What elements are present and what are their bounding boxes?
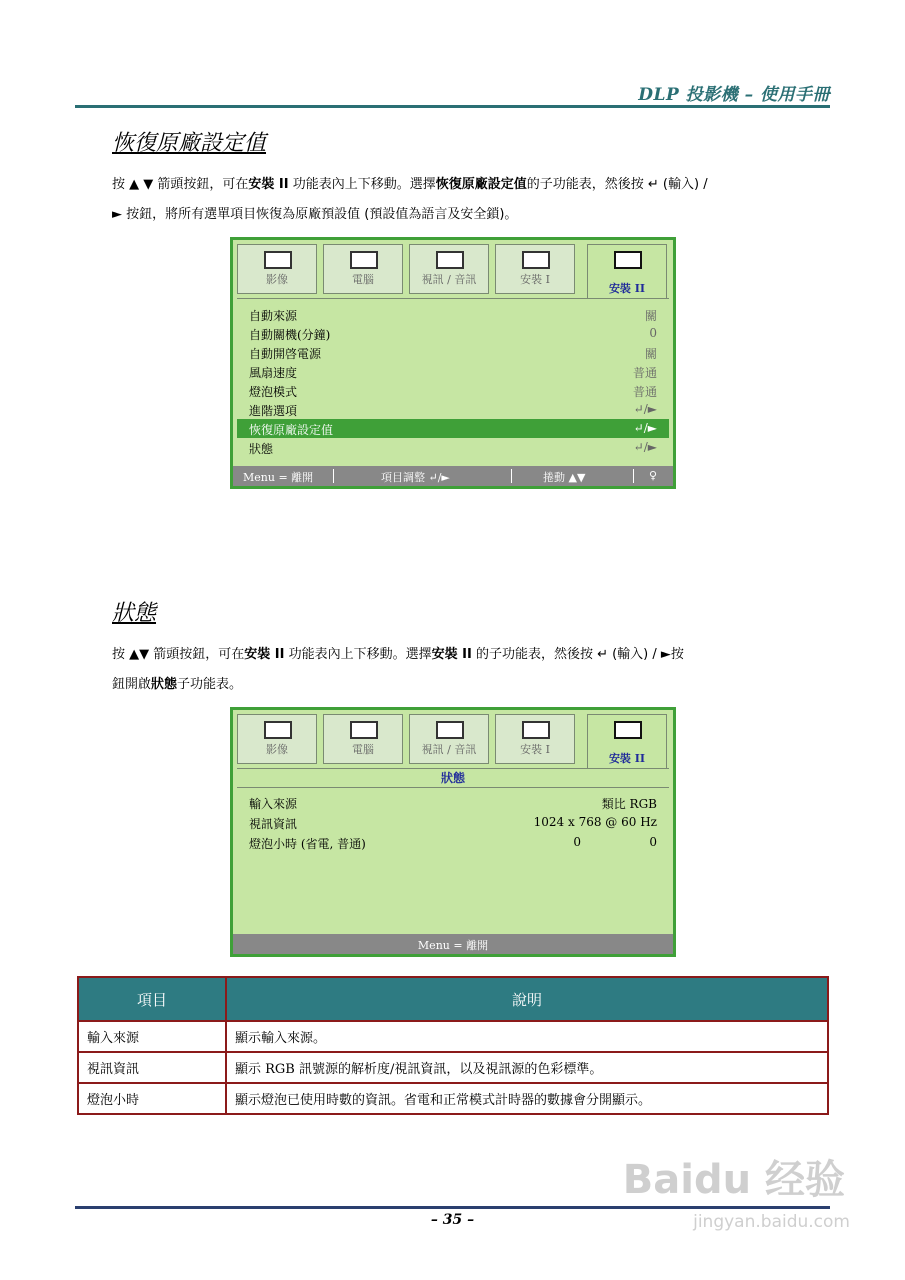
section-heading-status: 狀態 [112, 601, 157, 626]
menu-item[interactable]: 自動開啓電源 關 [249, 347, 657, 361]
osd-body [237, 768, 669, 934]
tab-computer[interactable]: 電腦 [323, 244, 403, 294]
lightbulb-icon: ♀ [649, 469, 658, 482]
status-row: 視訊資訊 1024 x 768 @ 60 Hz [249, 815, 657, 831]
projector-icon [522, 251, 550, 269]
tab-install-ii[interactable]: 安裝 II [587, 244, 667, 302]
table-row: 燈泡小時 顯示燈泡已使用時數的資訊。省電和正常模式計時器的數據會分開顯示。 [78, 1083, 828, 1114]
tab-image[interactable]: 影像 [237, 244, 317, 294]
foot-adjust: 項目調整 ↵/► [381, 471, 450, 484]
foot-menu-exit: Menu = 離開 [243, 471, 314, 484]
foot-menu-exit: Menu = 離開 [417, 939, 489, 952]
header-rule [75, 105, 830, 108]
monitor-icon [264, 721, 292, 739]
menu-item[interactable]: 狀態 ↵/► [249, 440, 657, 456]
table-header-row [78, 977, 828, 1021]
manual-header-title: DLP 投影機 – 使用手冊 [638, 85, 830, 105]
watermark-url: jingyan.baidu.com [693, 1212, 850, 1232]
osd-menu-install-ii [230, 237, 676, 489]
menu-item[interactable]: 燈泡模式 普通 [249, 385, 657, 399]
page-number: – 35 – [430, 1212, 475, 1228]
footer-rule [75, 1206, 830, 1209]
col-header-item: 項目 [78, 977, 226, 1021]
tab-video-audio[interactable]: 視訊 / 音訊 [409, 714, 489, 764]
table-row: 視訊資訊 顯示 RGB 訊號源的解析度/視訊資訊，以及視訊源的色彩標準。 [78, 1052, 828, 1083]
monitor-icon [264, 251, 292, 269]
tab-install-ii[interactable]: 安裝 II [587, 714, 667, 772]
foot-scroll: 捲動 ▲▼ [543, 471, 586, 484]
section1-paragraph: 按 ▲ ▼ 箭頭按鈕，可在安裝 II 功能表內上下移動。選擇恢復原廠設定值的子功能表，然後按 ↵ (輸入) / ► 按鈕，將所有選單項目恢復為原廠預設值 (預設值為語言及安全鎖)。 [112, 177, 708, 222]
osd-tabs [237, 714, 669, 770]
osd-footer [233, 934, 673, 954]
description-table [77, 976, 829, 1115]
tab-computer[interactable]: 電腦 [323, 714, 403, 764]
menu-item[interactable]: 進階選項 ↵/► [249, 402, 657, 418]
tab-install-i[interactable]: 安裝 I [495, 244, 575, 294]
col-header-description: 說明 [226, 977, 828, 1021]
computer-icon [350, 721, 378, 739]
menu-item[interactable]: 風扇速度 普通 [249, 366, 657, 380]
speaker-icon [436, 251, 464, 269]
menu-item[interactable]: 自動來源 關 [249, 309, 657, 323]
status-row: 燈泡小時 (省電, 普通) 0 0 [249, 835, 657, 851]
speaker-icon [436, 721, 464, 739]
osd-body [237, 298, 669, 466]
watermark-brand: Baidu 经验 [622, 1157, 845, 1203]
status-subtitle: 狀態 [237, 769, 669, 788]
tab-image[interactable]: 影像 [237, 714, 317, 764]
menu-item-selected[interactable]: 恢復原廠設定值 ↵/► [237, 419, 669, 438]
osd-footer [233, 466, 673, 486]
projector-settings-icon [614, 251, 642, 269]
section2-paragraph: 按 ▲▼ 箭頭按鈕，可在安裝 II 功能表內上下移動。選擇安裝 II 的子功能表，然後按 ↵ (輸入) / ►按 鈕開啟狀態子功能表。 [112, 647, 684, 692]
section-heading-factory-reset: 恢復原廠設定值 [112, 131, 267, 156]
projector-icon [522, 721, 550, 739]
table-row: 輸入來源 顯示輸入來源。 [78, 1021, 828, 1052]
menu-item[interactable]: 自動關機(分鐘) 0 [249, 326, 657, 342]
tab-video-audio[interactable]: 視訊 / 音訊 [409, 244, 489, 294]
projector-settings-icon [614, 721, 642, 739]
computer-icon [350, 251, 378, 269]
osd-tabs [237, 244, 669, 300]
tab-install-i[interactable]: 安裝 I [495, 714, 575, 764]
status-row: 輸入來源 類比 RGB [249, 797, 657, 811]
osd-menu-status [230, 707, 676, 957]
